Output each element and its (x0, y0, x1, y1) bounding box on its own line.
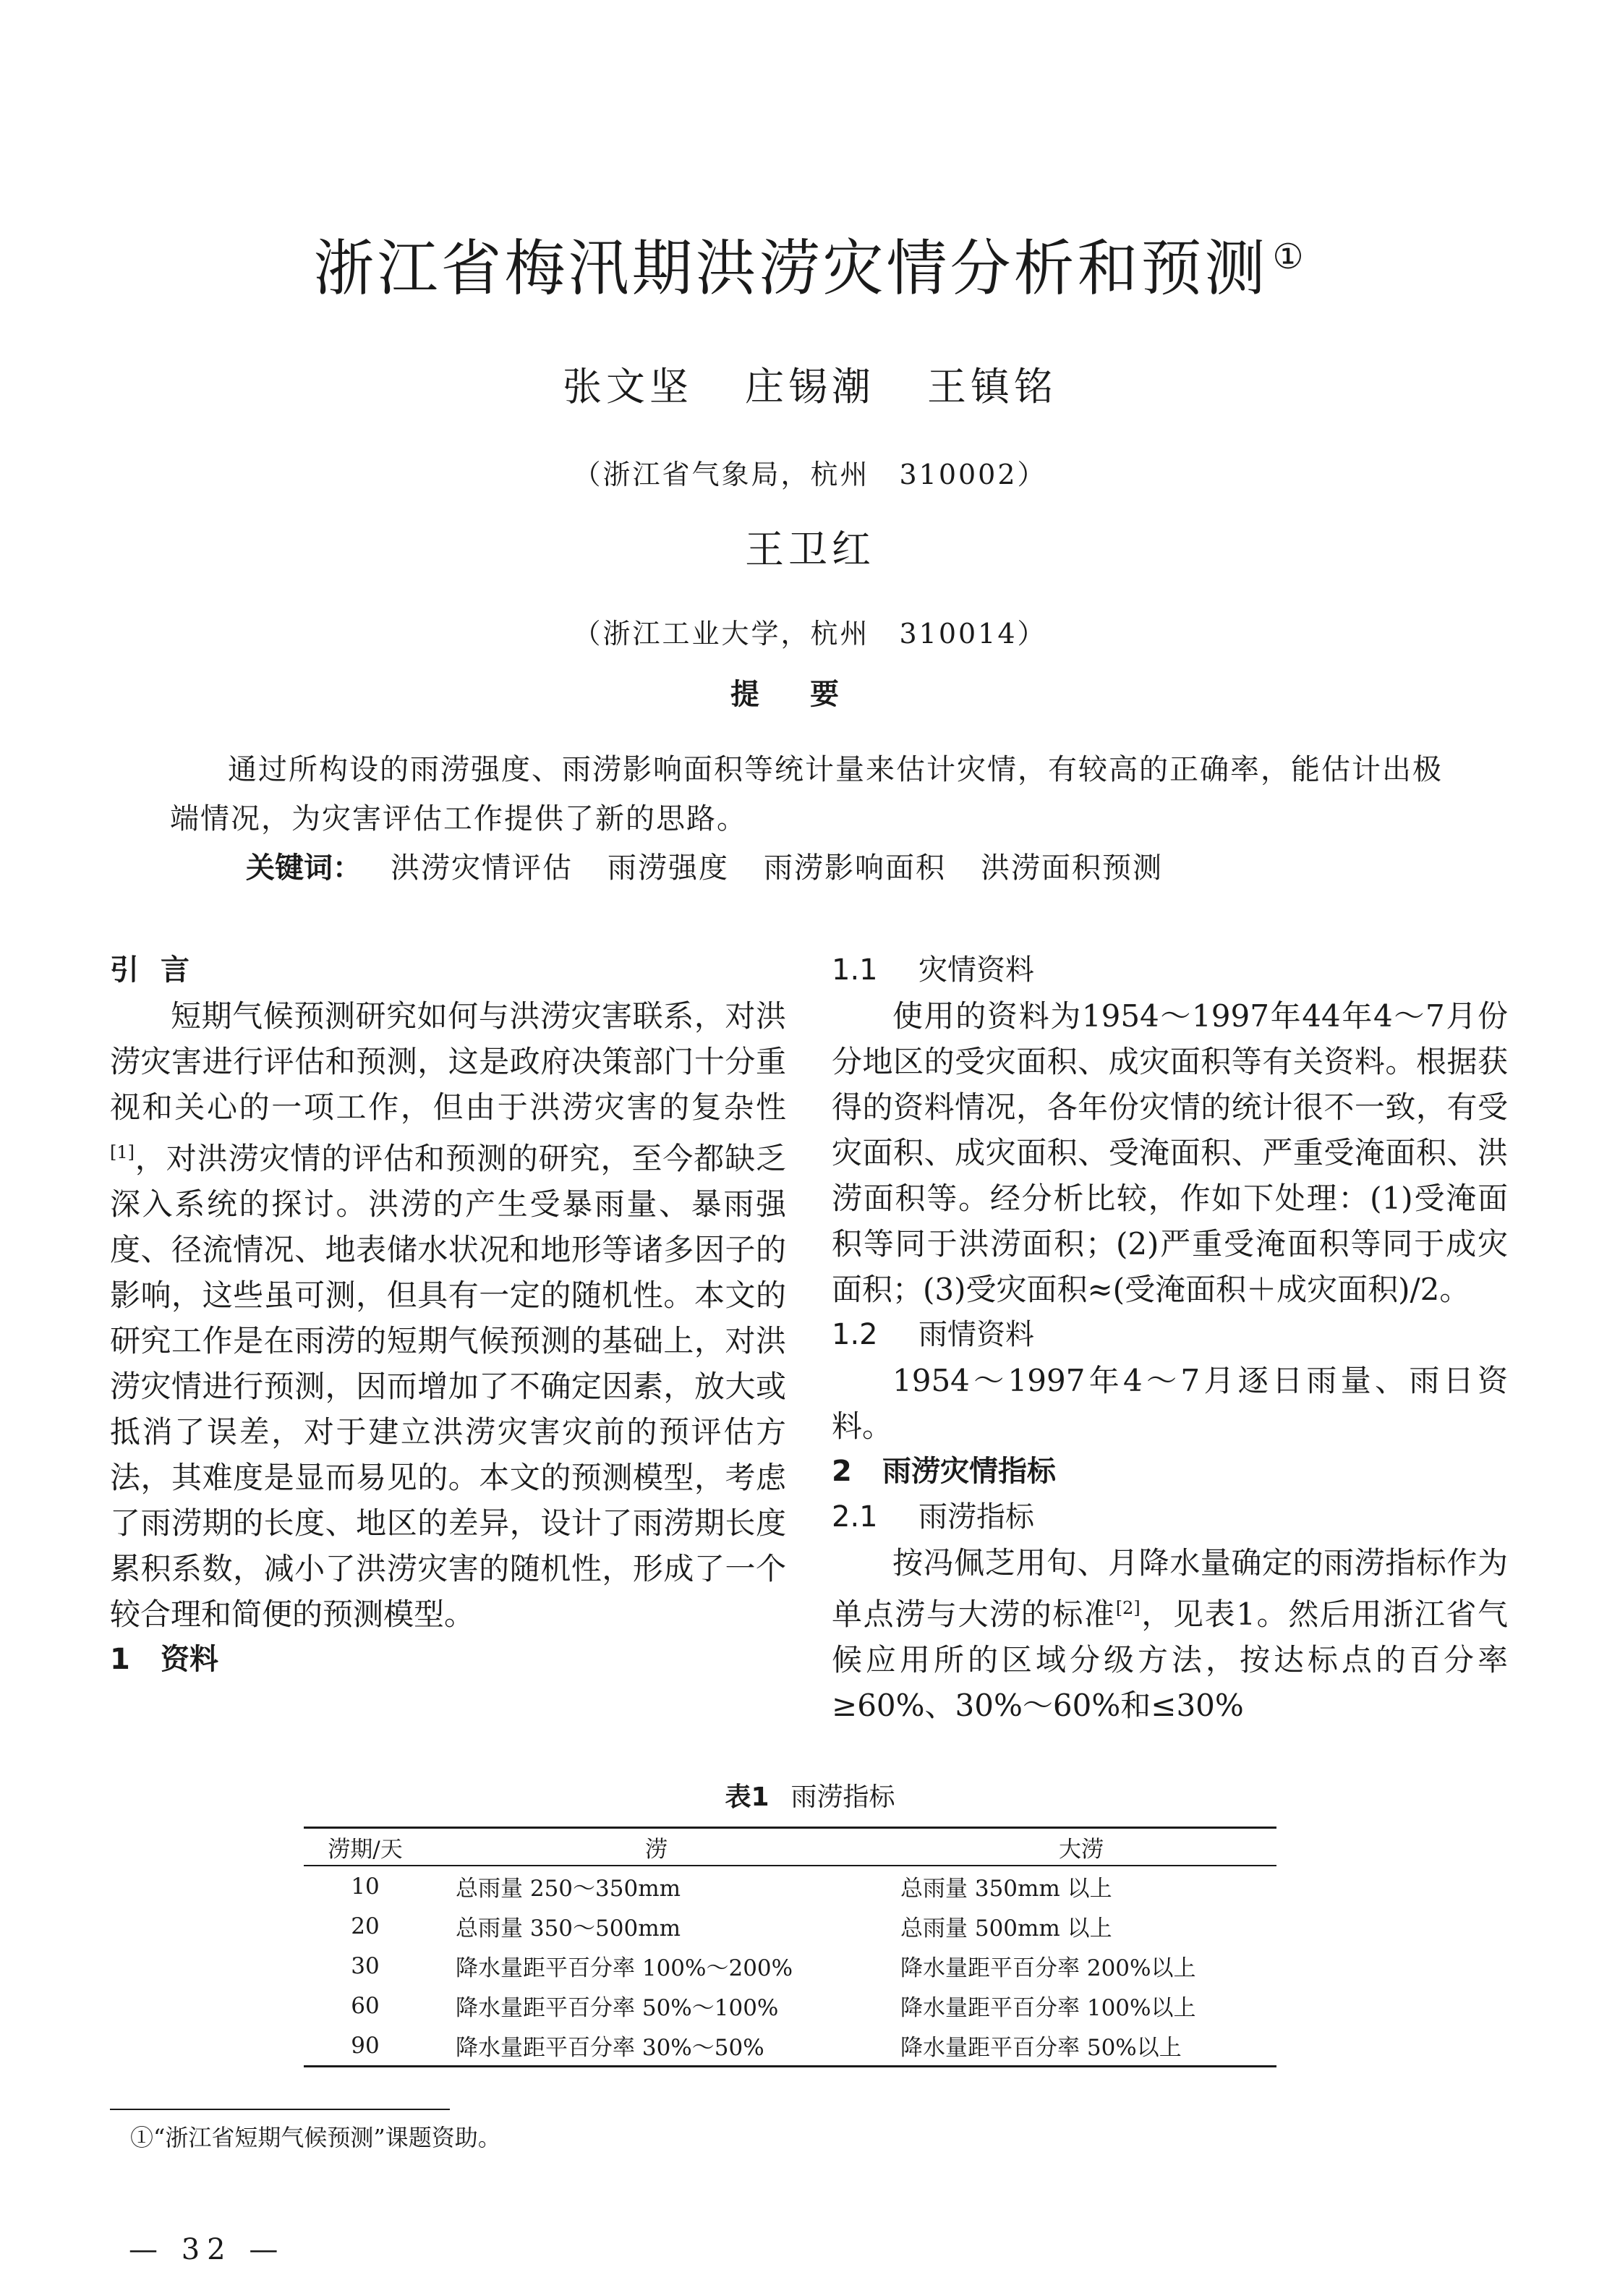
table-cell: 30 (351, 1952, 380, 1979)
table-cell: 总雨量 350mm 以上 (900, 1876, 1112, 1902)
table-row (304, 1986, 1276, 2025)
author-name-2: 王卫红 (745, 527, 875, 572)
keywords-label: 关键词： (246, 851, 362, 885)
subsection-title: 雨涝指标 (918, 1500, 1034, 1534)
section-2-1-paragraph (832, 1540, 1508, 1728)
table-cell: 10 (351, 1873, 380, 1900)
affiliation-1: （浙江省气象局，杭州 310002） (573, 459, 1047, 490)
section-number: 1 (110, 1643, 130, 1676)
table-cell: 20 (351, 1913, 380, 1939)
table-label: 表1 (725, 1782, 770, 1812)
page-number: — 32 — (129, 2233, 286, 2266)
table-cell: 降水量距平百分率 100%以上 (900, 1995, 1196, 2021)
table-header-row (304, 1828, 1276, 1866)
footnote: ①“浙江省短期气候预测”课题资助。 (130, 2124, 501, 2151)
section-2-1-text-b: ，见表1。然后用浙江省气候应用所的区域分级方法，按达标点的百分率≥60%、30%～60%和≤30% (832, 1596, 1508, 1723)
column-header: 涝期/天 (304, 1828, 427, 1866)
column-header: 大涝 (886, 1828, 1276, 1866)
author-name: 张文坚 (563, 364, 693, 409)
table-cell: 降水量距平百分率 100%～200% (456, 1955, 793, 1981)
footnote-divider (110, 2109, 450, 2110)
paper-title (0, 217, 1620, 308)
intro-text-b: ，对洪涝灾情的评估和预测的研究，至今都缺乏深入系统的探讨。洪涝的产生受暴雨量、暴雨强度、径流情况、地表储水状况和地形等诸多因子的影响，这些虽可测，但具有一定的随机性。本文的研究工作是在雨涝的短期气候预测的基础上，对洪涝灾情进行预测，因而增加了不确定因素，放大或抵消了误差，对于建立洪涝灾害灾前的预评估方法，其难度是显而易见的。本文的预测模型，考虑了雨涝期的长度、地区的差异，设计了雨涝期长度累积系数，减小了洪涝灾害的随机性，形成了一个较合理和简便的预测模型。 (110, 1141, 786, 1632)
table-cell: 总雨量 500mm 以上 (900, 1916, 1112, 1942)
table-row (304, 1866, 1276, 1906)
subsection-number: 1.1 (832, 953, 878, 987)
author-list (0, 362, 1620, 412)
citation-ref: [1] (110, 1142, 135, 1162)
table-cell: 降水量距平百分率 50%以上 (900, 2035, 1182, 2061)
keywords (246, 846, 1475, 890)
abstract-heading: 提要 (730, 678, 890, 711)
table-title: 雨涝指标 (790, 1782, 895, 1812)
subsection-heading-2-1 (832, 1494, 1508, 1540)
keyword: 洪涝面积预测 (981, 851, 1163, 885)
table-row (304, 1906, 1276, 1946)
column-header: 涝 (427, 1828, 886, 1866)
right-column (832, 948, 1508, 1728)
author-name: 王镇铭 (927, 364, 1057, 409)
citation-ref: [2] (1115, 1598, 1141, 1618)
intro-text-a: 短期气候预测研究如何与洪涝灾害联系，对洪涝灾害进行评估和预测，这是政府决策部门十分重视和关心的一项工作，但由于洪涝灾害的复杂性 (110, 998, 786, 1125)
section-number: 2 (832, 1455, 852, 1488)
intro-paragraph (110, 993, 786, 1637)
table-cell: 总雨量 350～500mm (456, 1916, 681, 1942)
rain-flood-index-table (304, 1827, 1276, 2067)
section-1-1-paragraph: 使用的资料为1954～1997年44年4～7月份分地区的受灾面积、成灾面积等有关资料。根据获得的资料情况，各年份灾情的统计很不一致，有受灾面积、成灾面积、受淹面积、严重受淹面积、洪涝面积等。经分析比较，作如下处理：(1)受淹面积等同于洪涝面积；(2)严重受淹面积等同于成灾面积；(3)受灾面积≈(受淹面积＋成灾面积)/2。 (832, 998, 1508, 1307)
keyword: 雨涝强度 (608, 851, 729, 885)
author-name: 庄锡潮 (745, 364, 875, 409)
subsection-title: 雨情资料 (918, 1318, 1034, 1351)
keyword: 雨涝影响面积 (764, 851, 946, 885)
title-text: 浙江省梅汛期洪涝灾情分析和预测 (313, 233, 1269, 304)
subsection-heading-1-2 (832, 1312, 1508, 1358)
left-column (110, 948, 786, 1683)
section-1-2-paragraph: 1954～1997年4～7月逐日雨量、雨日资料。 (832, 1363, 1508, 1444)
subsection-number: 2.1 (832, 1500, 878, 1534)
table-cell: 90 (351, 2032, 380, 2059)
title-note-mark: ① (1272, 237, 1307, 277)
table-cell: 降水量距平百分率 30%～50% (456, 2035, 764, 2061)
section-2-1-text-a: 按冯佩芝用旬、月降水量确定的雨涝指标作为单点涝与大涝的标准 (832, 1545, 1508, 1632)
subsection-title: 灾情资料 (918, 953, 1034, 987)
table-cell: 总雨量 250～350mm (456, 1876, 681, 1902)
section-title: 资料 (161, 1643, 218, 1676)
section-title: 言 (161, 953, 189, 987)
table-row (304, 2025, 1276, 2067)
section-heading-1 (110, 1637, 786, 1683)
section-heading-intro (110, 948, 786, 993)
subsection-number: 1.2 (832, 1318, 878, 1351)
keyword: 洪涝灾情评估 (391, 851, 573, 885)
subsection-heading-1-1 (832, 948, 1508, 993)
table-cell: 降水量距平百分率 200%以上 (900, 1955, 1196, 1981)
table-cell: 60 (351, 1992, 380, 2019)
table-cell: 降水量距平百分率 50%～100% (456, 1995, 779, 2021)
section-heading-2 (832, 1449, 1508, 1494)
abstract-text: 通过所构设的雨涝强度、雨涝影响面积等统计量来估计灾情，有较高的正确率，能估计出极端情况，为灾害评估工作提供了新的思路。 (170, 753, 1443, 836)
affiliation-2: （浙江工业大学，杭州 310014） (573, 618, 1047, 650)
table-row (304, 1946, 1276, 1986)
section-title: 雨涝灾情指标 (882, 1455, 1056, 1488)
table-caption (0, 1780, 1620, 1816)
section-number: 引 (110, 953, 139, 987)
